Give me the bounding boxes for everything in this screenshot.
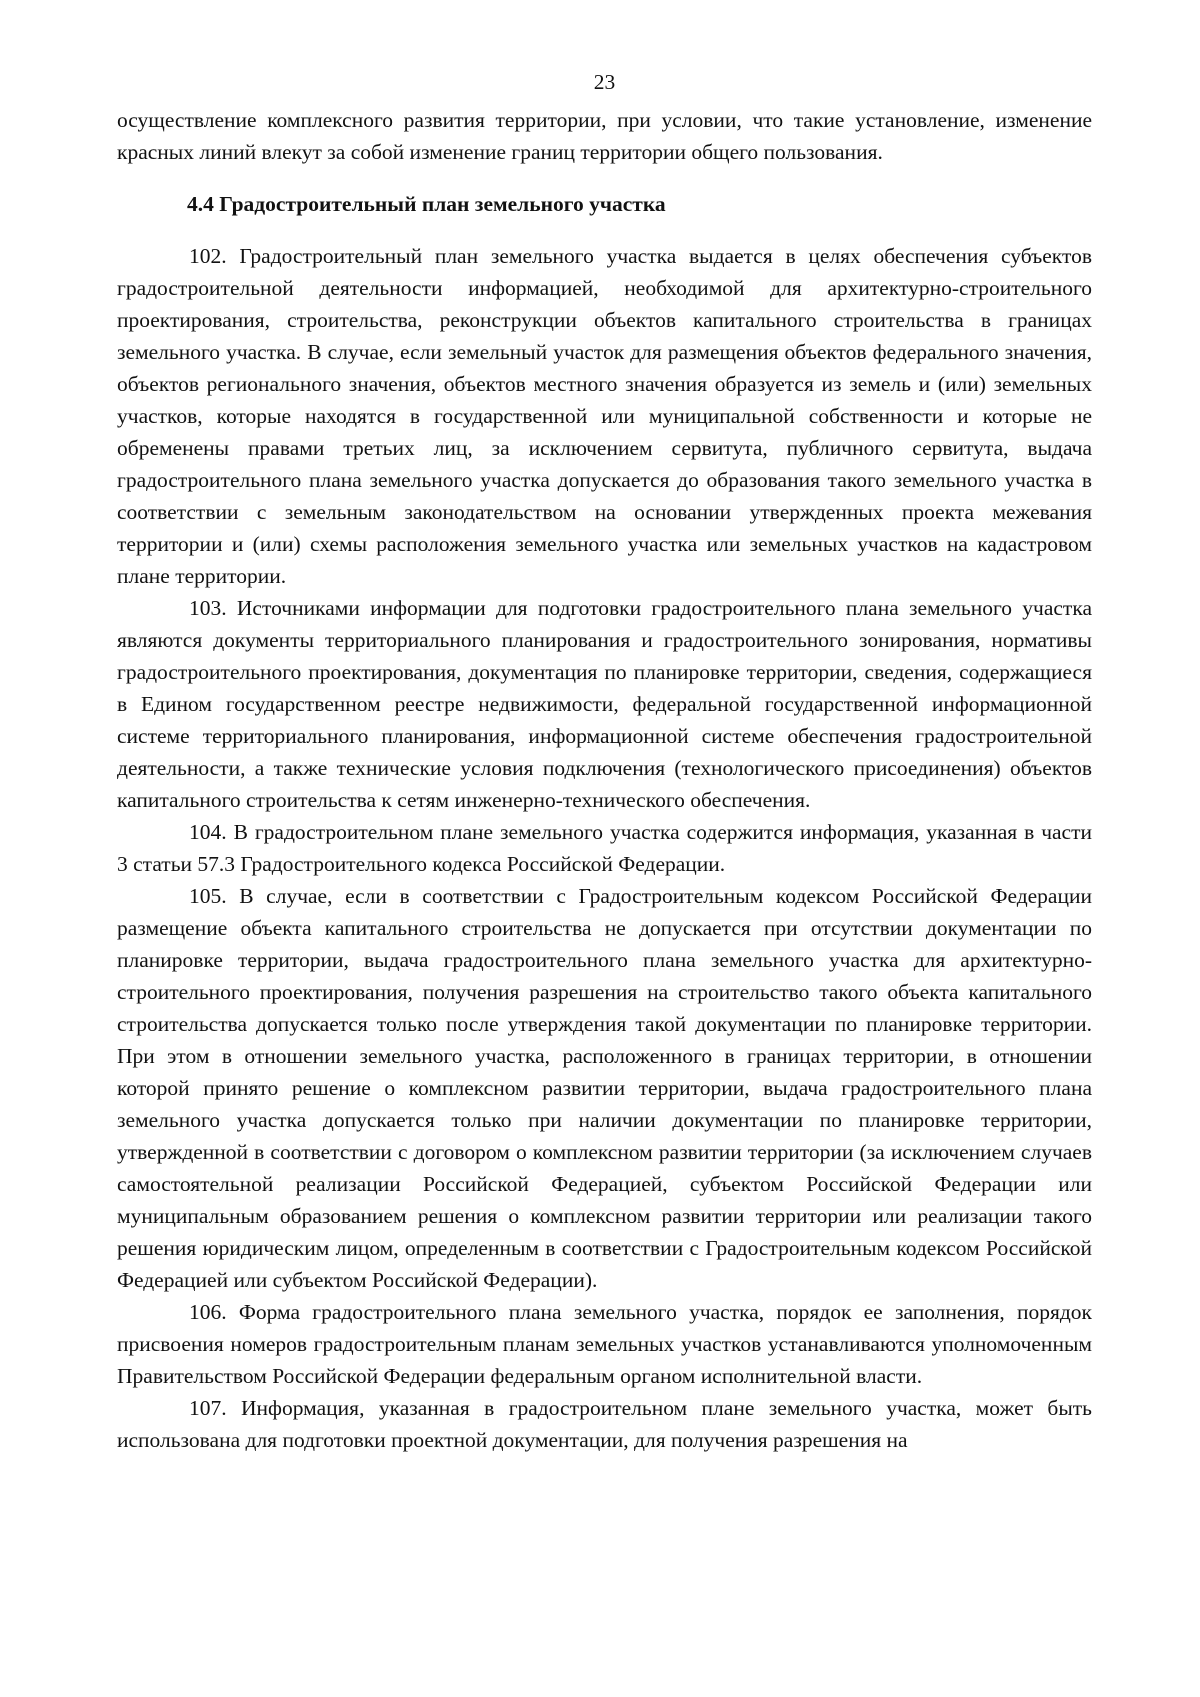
intro-paragraph: осуществление комплексного развития территории, при условии, что такие установление, изменение красных линий влекут за собой изменение границ территории общего пользования. <box>117 108 1092 164</box>
document-page <box>117 66 1092 1456</box>
page-number: 23 <box>593 70 616 94</box>
paragraph-105: 105. В случае, если в соответствии с Градостроительным кодексом Российской Федерации размещение объекта капитального строительства не допускается при отсутствии документации по планировке территории, выдача градостроительного плана земельного участка для архитектурно-строительного проектирования, получения разрешения на строительство такого объекта капитального строительства допускается только после утверждения такой документации по планировке территории. При этом в отношении земельного участка, расположенного в границах территории, в отношении которой принято решение о комплексном развитии территории, выдача градостроительного плана земельного участка допускается только при наличии документации по планировке территории, утвержденной в соответствии с договором о комплексном развитии территории (за исключением случаев самостоятельной реализации Российской Федерацией, субъектом Российской Федерации или муниципальным образованием решения о комплексном развитии территории или реализации такого решения юридическим лицом, определенным в соответствии с Градостроительным кодексом Российской Федерацией или субъектом Российской Федерации). <box>117 884 1092 1292</box>
paragraph-104: 104. В градостроительном плане земельного участка содержится информация, указанная в части 3 статьи 57.3 Градостроительного кодекса Российской Федерации. <box>117 820 1092 876</box>
paragraph-103: 103. Источниками информации для подготовки градостроительного плана земельного участка являются документы территориального планирования и градостроительного зонирования, нормативы градостроительного проектирования, документация по планировке территории, сведения, содержащиеся в Едином государственном реестре недвижимости, федеральной государственной информационной системе территориального планирования, информационной системе обеспечения градостроительной деятельности, а также технические условия подключения (технологического присоединения) объектов капитального строительства к сетям инженерно-технического обеспечения. <box>117 596 1092 812</box>
paragraph-107: 107. Информация, указанная в градостроительном плане земельного участка, может быть использована для подготовки проектной документации, для получения разрешения на <box>117 1396 1092 1452</box>
paragraph-106: 106. Форма градостроительного плана земельного участка, порядок ее заполнения, порядок присвоения номеров градостроительным планам земельных участков устанавливаются уполномоченным Правительством Российской Федерации федеральным органом исполнительной власти. <box>117 1300 1092 1388</box>
section-heading: 4.4 Градостроительный план земельного участка <box>187 192 666 216</box>
paragraph-102: 102. Градостроительный план земельного участка выдается в целях обеспечения субъектов градостроительной деятельности информацией, необходимой для архитектурно-строительного проектирования, строительства, реконструкции объектов капитального строительства в границах земельного участка. В случае, если земельный участок для размещения объектов федерального значения, объектов регионального значения, объектов местного значения образуется из земель и (или) земельных участков, которые находятся в государственной или муниципальной собственности и которые не обременены правами третьих лиц, за исключением сервитута, публичного сервитута, выдача градостроительного плана земельного участка допускается до образования такого земельного участка в соответствии с земельным законодательством на основании утвержденных проекта межевания территории и (или) схемы расположения земельного участка или земельных участков на кадастровом плане территории. <box>117 244 1092 588</box>
